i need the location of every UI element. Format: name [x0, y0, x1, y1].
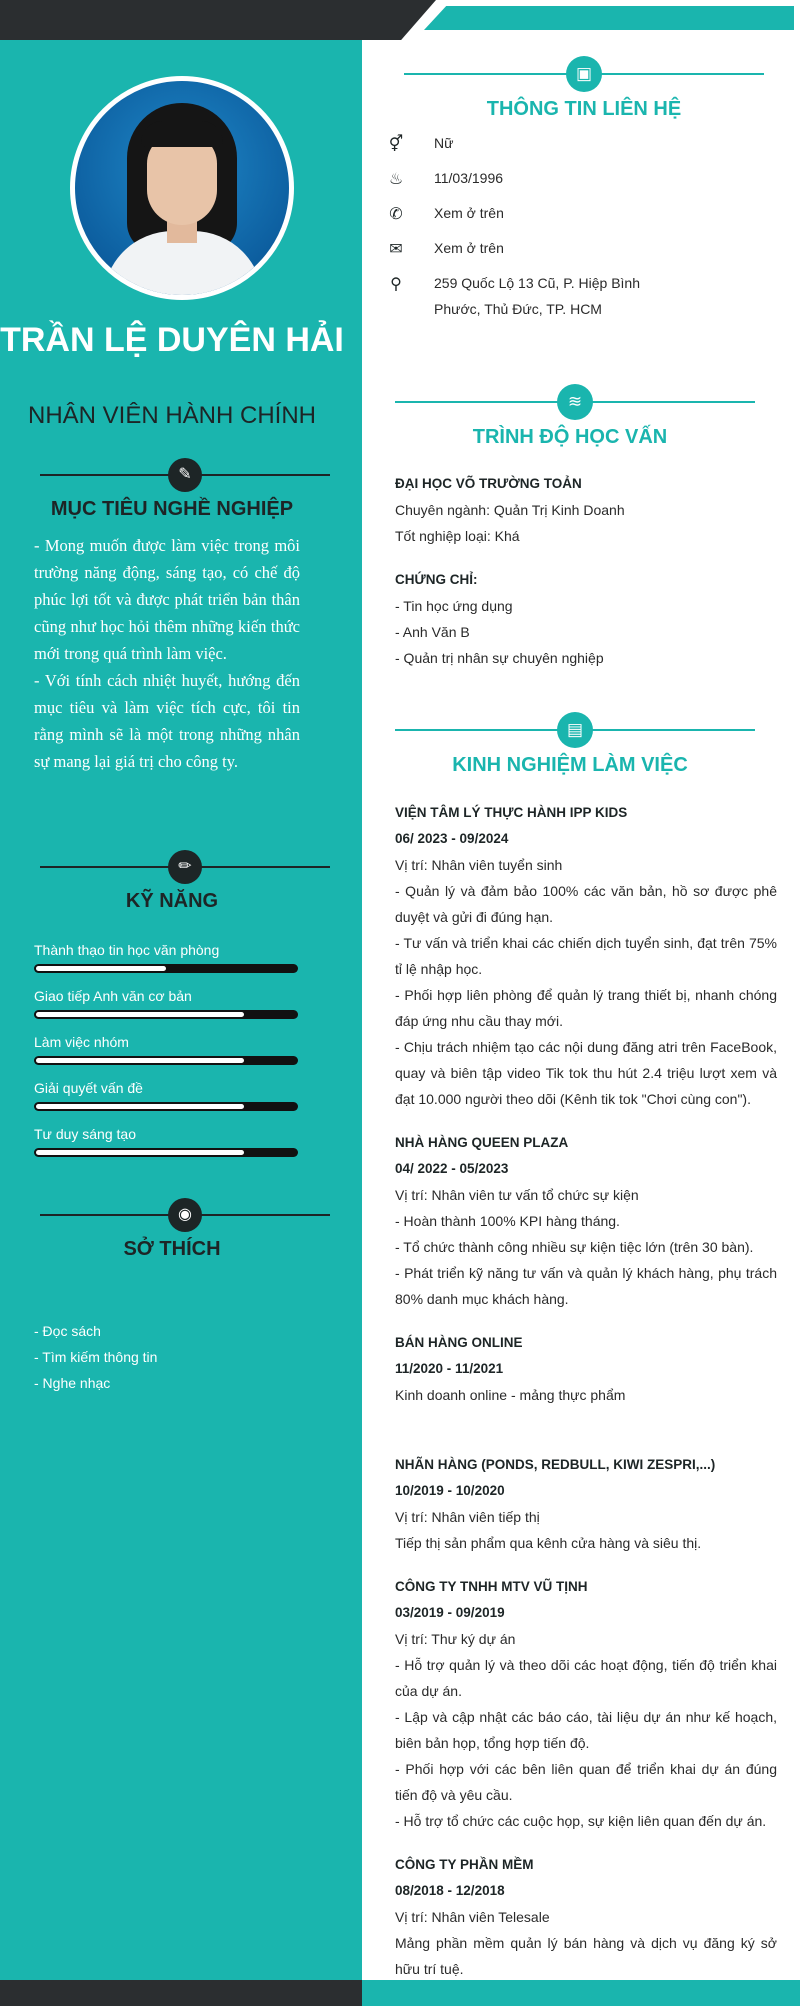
footer-dark-bar [0, 1980, 362, 2006]
job-detail: Tiếp thị sản phẩm qua kênh cửa hàng và siêu thị. [395, 1535, 702, 1551]
job-entry [395, 800, 777, 1112]
hobby-item: - Nghe nhạc [34, 1375, 111, 1391]
experience-divider [395, 712, 755, 748]
job-detail: - Quản lý và đảm bảo 100% các văn bản, hồ sơ được phê duyệt và gửi đi đúng hạn. [395, 883, 777, 925]
hobby-item: - Đọc sách [34, 1323, 101, 1339]
job-detail: Kinh doanh online - mảng thực phẩm [395, 1387, 626, 1403]
books-icon: ≋ [557, 384, 593, 420]
phone-icon: ✆ [389, 206, 403, 223]
job-period: 04/ 2022 - 05/2023 [395, 1161, 509, 1176]
birthday-cake-icon: ♨ [388, 171, 404, 188]
job-detail: Vị trí: Nhân viên tư vấn tổ chức sự kiện [395, 1187, 639, 1203]
hobby-item: - Tìm kiếm thông tin [34, 1349, 158, 1365]
experience-list [395, 800, 777, 2000]
contact-value: 11/03/1996 [434, 170, 504, 186]
hobbies-list [34, 1318, 157, 1396]
skills-list [34, 940, 300, 1170]
skills-title: KỸ NĂNG [125, 890, 219, 912]
contact-row [384, 130, 784, 156]
job-detail: - Phối hợp liên phòng để quản lý trang thiết bị, nhanh chóng đáp ứng nhu cầu thay mới. [395, 987, 777, 1029]
contact-value: Xem ở trên [434, 205, 504, 221]
certificate-item: - Quản trị nhân sự chuyên nghiệp [395, 650, 604, 666]
job-detail: - Hoàn thành 100% KPI hàng tháng. [395, 1213, 620, 1229]
certificates-title: CHỨNG CHỈ: [395, 572, 478, 587]
job-period: 11/2020 - 11/2021 [395, 1361, 504, 1376]
skill-bar [34, 1010, 298, 1019]
job-detail: Vị trí: Thư ký dự án [395, 1631, 516, 1647]
objective-paragraph: - Với tính cách nhiệt huyết, hướng đến mục tiêu và làm việc tích cực, tôi tin rằng mình sẽ là một trong những nhân sự mang lại giá trị cho công ty. [34, 671, 300, 771]
skill-bar [34, 964, 298, 973]
hobbies-title: SỞ THÍCH [123, 1238, 221, 1260]
skill-bar [34, 1148, 298, 1157]
pin-icon: ✎ [168, 458, 202, 492]
contact-row [384, 200, 784, 226]
gender-icon: ⚥ [388, 136, 404, 153]
job-company: CÔNG TY TNHH MTV VŨ TỊNH [395, 1579, 588, 1594]
objective-divider [40, 458, 330, 492]
job-company: NHÀ HÀNG QUEEN PLAZA [395, 1135, 569, 1150]
education-grade: Tốt nghiệp loại: Khá [395, 528, 520, 544]
gamepad-icon: ◉ [168, 1198, 202, 1232]
contact-divider [404, 56, 764, 92]
job-detail: Vị trí: Nhân viên Telesale [395, 1909, 550, 1925]
skill-label: Làm việc nhóm [34, 1034, 129, 1050]
job-detail: - Phát triển kỹ năng tư vấn và quản lý khách hàng, phụ trách 80% danh mục khách hàng. [395, 1265, 777, 1307]
job-entry [395, 1330, 777, 1408]
job-period: 06/ 2023 - 09/2024 [395, 831, 509, 846]
job-period: 03/2019 - 09/2019 [395, 1605, 505, 1620]
contact-card-icon: ▣ [566, 56, 602, 92]
skill-label: Giải quyết vấn đề [34, 1080, 143, 1096]
certificate-item: - Tin học ứng dụng [395, 598, 513, 614]
job-detail: - Phối hợp với các bên liên quan để triển khai dự án đúng tiến độ và yêu cầu. [395, 1761, 777, 1803]
education-block [395, 471, 777, 671]
header-teal-bar [424, 6, 794, 30]
job-entry [395, 1452, 777, 1556]
job-period: 08/2018 - 12/2018 [395, 1883, 505, 1898]
job-entry [395, 1574, 777, 1834]
header-dark-bar [0, 0, 436, 40]
job-detail: - Chịu trách nhiệm tạo các nội dung đăng atri trên FaceBook, quay và biên tập video Tik tok thu hút 2.4 triệu lượt xem và đạt 10.000 người theo dõi (Kênh tik tok "Chơi cùng con"). [395, 1039, 777, 1107]
education-title: TRÌNH ĐỘ HỌC VẤN [472, 426, 668, 448]
job-title: NHÂN VIÊN HÀNH CHÍNH [27, 402, 317, 429]
job-company: VIỆN TÂM LÝ THỰC HÀNH IPP KIDS [395, 805, 628, 820]
job-detail: Vị trí: Nhân viên tuyển sinh [395, 857, 563, 873]
skill-label: Tư duy sáng tạo [34, 1126, 136, 1142]
job-detail: - Hỗ trợ quản lý và theo dõi các hoạt động, tiến độ triển khai của dự án. [395, 1657, 777, 1699]
skill-item [34, 1124, 300, 1170]
skills-divider [40, 850, 330, 884]
skill-item [34, 986, 300, 1032]
envelope-icon: ✉ [389, 241, 403, 258]
contact-row [384, 235, 784, 261]
job-entry [395, 1852, 777, 1982]
job-company: BÁN HÀNG ONLINE [395, 1335, 523, 1350]
pencil-icon: ✏ [168, 850, 202, 884]
contact-row [384, 165, 784, 191]
job-detail: Mảng phần mềm quản lý bán hàng và dịch vụ đăng ký sở hữu trí tuệ. [395, 1935, 777, 1977]
footer-teal-bar [362, 1980, 800, 2006]
education-divider [395, 384, 755, 420]
job-detail: - Tổ chức thành công nhiều sự kiện tiệc lớn (trên 30 bàn). [395, 1239, 754, 1255]
full-name: TRẦN LỆ DUYÊN HẢI [0, 321, 344, 359]
job-period: 10/2019 - 10/2020 [395, 1483, 505, 1498]
skill-bar [34, 1056, 298, 1065]
contact-value: Xem ở trên [434, 240, 504, 256]
contact-title: THÔNG TIN LIÊN HỆ [486, 98, 682, 120]
skill-item [34, 1078, 300, 1124]
contact-list [384, 130, 784, 331]
left-sidebar [0, 40, 362, 1980]
skill-item [34, 940, 300, 986]
hobbies-divider [40, 1198, 330, 1232]
school-name: ĐẠI HỌC VÕ TRƯỜNG TOẢN [395, 476, 582, 491]
job-detail: Vị trí: Nhân viên tiếp thị [395, 1509, 540, 1525]
profile-photo [70, 76, 294, 300]
job-company: CÔNG TY PHẦN MỀM [395, 1857, 534, 1872]
job-detail: - Tư vấn và triển khai các chiến dịch tuyển sinh, đạt trên 75% tỉ lệ nhập học. [395, 935, 777, 977]
skill-label: Giao tiếp Anh văn cơ bản [34, 988, 192, 1004]
job-entry [395, 1130, 777, 1312]
contact-value: 259 Quốc Lộ 13 Cũ, P. Hiệp Bình Phước, Thủ Đức, TP. HCM [434, 275, 640, 317]
job-company: NHÃN HÀNG (PONDS, REDBULL, KIWI ZESPRI,...) [395, 1457, 716, 1472]
education-major: Chuyên ngành: Quản Trị Kinh Doanh [395, 502, 625, 518]
objective-title: MỤC TIÊU NGHỀ NGHIỆP [50, 498, 294, 520]
map-marker-icon: ⚲ [390, 276, 402, 293]
experience-title: KINH NGHIỆM LÀM VIỆC [452, 754, 688, 776]
objective-paragraph: - Mong muốn được làm việc trong môi trường năng động, sáng tạo, có chế độ phúc lợi tốt và được phát triển bản thân cũng như học hỏi thêm những kiến thức mới trong quá trình làm việc. [34, 536, 300, 663]
skill-label: Thành thạo tin học văn phòng [34, 942, 220, 958]
contact-row [384, 270, 684, 322]
certificate-item: - Anh Văn B [395, 624, 470, 640]
skill-item [34, 1032, 300, 1078]
job-detail: - Lập và cập nhật các báo cáo, tài liệu dự án như kế hoạch, biên bản họp, tổng hợp tiến độ. [395, 1709, 777, 1751]
id-badge-icon: ▤ [557, 712, 593, 748]
contact-value: Nữ [434, 135, 454, 151]
skill-bar [34, 1102, 298, 1111]
job-detail: - Hỗ trợ tổ chức các cuộc họp, sự kiện liên quan đến dự án. [395, 1813, 767, 1829]
objective-text [34, 532, 300, 775]
